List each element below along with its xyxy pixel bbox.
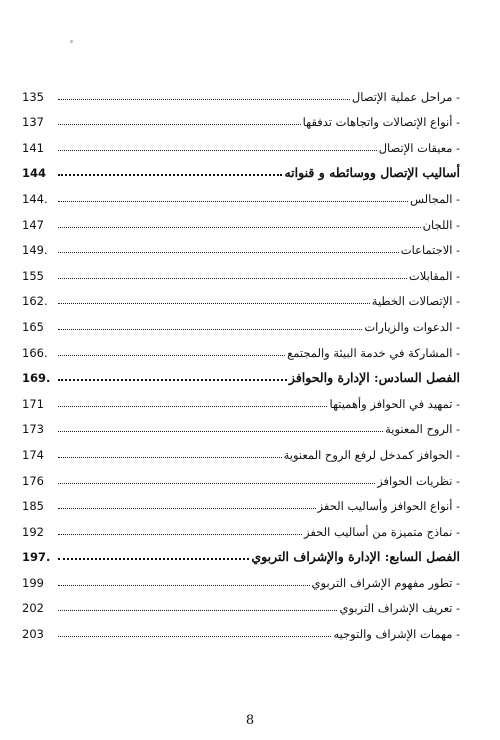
toc-entry: [22, 411, 460, 437]
toc-entry-title: - المشاركة في خدمة البيئة والمجتمع: [287, 345, 460, 360]
toc-entry-page: 173: [22, 422, 44, 437]
dot-leader: [58, 174, 282, 176]
toc-entry-page: 135: [22, 89, 44, 104]
dot-leader: [58, 483, 375, 484]
toc-entry: [22, 232, 460, 258]
dot-leader: [58, 534, 302, 535]
toc-entry: [22, 180, 460, 206]
scan-speck: [70, 40, 73, 43]
toc-entry-page: 185: [22, 499, 44, 514]
toc-entry-title: - المقابلات: [408, 268, 460, 283]
toc-entry-page: 165: [22, 319, 44, 334]
toc-entry: [22, 436, 460, 462]
toc-entry-title: - تطور مفهوم الإشراف التربوي: [311, 575, 460, 590]
toc-entry-page: 171: [22, 396, 44, 411]
dot-leader: [58, 508, 316, 509]
toc-entry-page: 155: [22, 268, 44, 283]
toc-entry-page: 203: [22, 627, 44, 642]
toc-entry-page: 202: [22, 601, 44, 616]
dot-leader: [58, 585, 310, 586]
toc-entry-page: 162.: [22, 294, 48, 309]
toc-entry: [22, 488, 460, 514]
toc-entry-title: - معيقات الإتصال: [378, 140, 460, 155]
toc-entry: [22, 513, 460, 539]
toc-entry-title: - تمهيد في الحوافز وأهميتها: [329, 396, 460, 411]
toc-entry: [22, 257, 460, 283]
toc-entry-page: 169.: [22, 371, 51, 386]
dot-leader: [58, 636, 331, 637]
toc-entry-page: 176: [22, 473, 44, 488]
toc-entry-title: - نماذج متميزة من أساليب الحفز: [304, 524, 460, 539]
dot-leader: [58, 278, 407, 279]
dot-leader: [58, 457, 282, 458]
toc-entry-title: - نظريات الحوافز: [377, 473, 460, 488]
dot-leader: [58, 150, 377, 151]
table-of-contents: [22, 78, 460, 641]
dot-leader: [58, 558, 249, 560]
dot-leader: [58, 124, 301, 125]
toc-section-heading: [22, 360, 460, 386]
toc-entry-title: - الإتصالات الخطية: [371, 294, 460, 309]
toc-entry-page: 192: [22, 524, 44, 539]
dot-leader: [58, 406, 327, 407]
page-number: 8: [245, 713, 255, 728]
toc-entry-title: - المجالس: [410, 191, 460, 206]
toc-entry-page: 137: [22, 115, 44, 130]
toc-entry-title: - مراحل عملية الإتصال: [351, 89, 460, 104]
toc-entry-title: - أنواع الإتصالات واتجاهات تدفقها: [302, 115, 460, 130]
toc-entry: [22, 462, 460, 488]
toc-entry: [22, 334, 460, 360]
toc-section-heading: [22, 155, 460, 181]
toc-entry-page: 144.: [22, 191, 48, 206]
toc-entry-title: - مهمات الإشراف والتوجيه: [333, 627, 460, 642]
toc-entry-title: - الدعوات والزيارات: [364, 319, 460, 334]
toc-entry-title: الفصل السادس: الإدارة والحوافز: [288, 370, 460, 386]
toc-section-heading: [22, 539, 460, 565]
toc-entry-page: 144: [22, 166, 47, 181]
toc-entry: [22, 283, 460, 309]
toc-entry-title: - أنواع الحوافز وأساليب الحفز: [317, 499, 460, 514]
toc-entry-page: 147: [22, 217, 44, 232]
toc-entry: [22, 590, 460, 616]
dot-leader: [58, 379, 287, 381]
toc-entry-page: 174: [22, 447, 44, 462]
toc-entry-page: 197.: [22, 550, 51, 565]
toc-entry: [22, 615, 460, 641]
dot-leader: [58, 303, 370, 304]
toc-entry: [22, 308, 460, 334]
toc-entry: [22, 104, 460, 130]
toc-entry-page: 199: [22, 575, 44, 590]
toc-entry: [22, 564, 460, 590]
dot-leader: [58, 610, 337, 611]
dot-leader: [58, 99, 350, 100]
toc-entry-title: - الحوافز كمدخل لرفع الروح المعنوية: [283, 447, 460, 462]
toc-entry-title: الفصل السابع: الإدارة والإشراف التربوي: [251, 549, 460, 565]
toc-entry-title: - تعريف الإشراف التربوي: [339, 601, 460, 616]
toc-entry-title: - الروح المعنوية: [385, 422, 460, 437]
dot-leader: [58, 355, 285, 356]
dot-leader: [58, 201, 408, 202]
toc-entry-page: 166.: [22, 345, 48, 360]
toc-entry-title: - الاجتماعات: [400, 243, 460, 258]
toc-entry-title: أساليب الإتصال ووسائطه و قنواته: [284, 165, 460, 181]
toc-entry: [22, 129, 460, 155]
toc-entry: [22, 78, 460, 104]
dot-leader: [58, 329, 362, 330]
toc-entry-page: 149.: [22, 243, 48, 258]
toc-entry: [22, 206, 460, 232]
dot-leader: [58, 252, 399, 253]
toc-entry-title: - اللجان: [422, 217, 460, 232]
dot-leader: [58, 227, 421, 228]
dot-leader: [58, 431, 383, 432]
toc-entry: [22, 385, 460, 411]
toc-entry-page: 141: [22, 140, 44, 155]
